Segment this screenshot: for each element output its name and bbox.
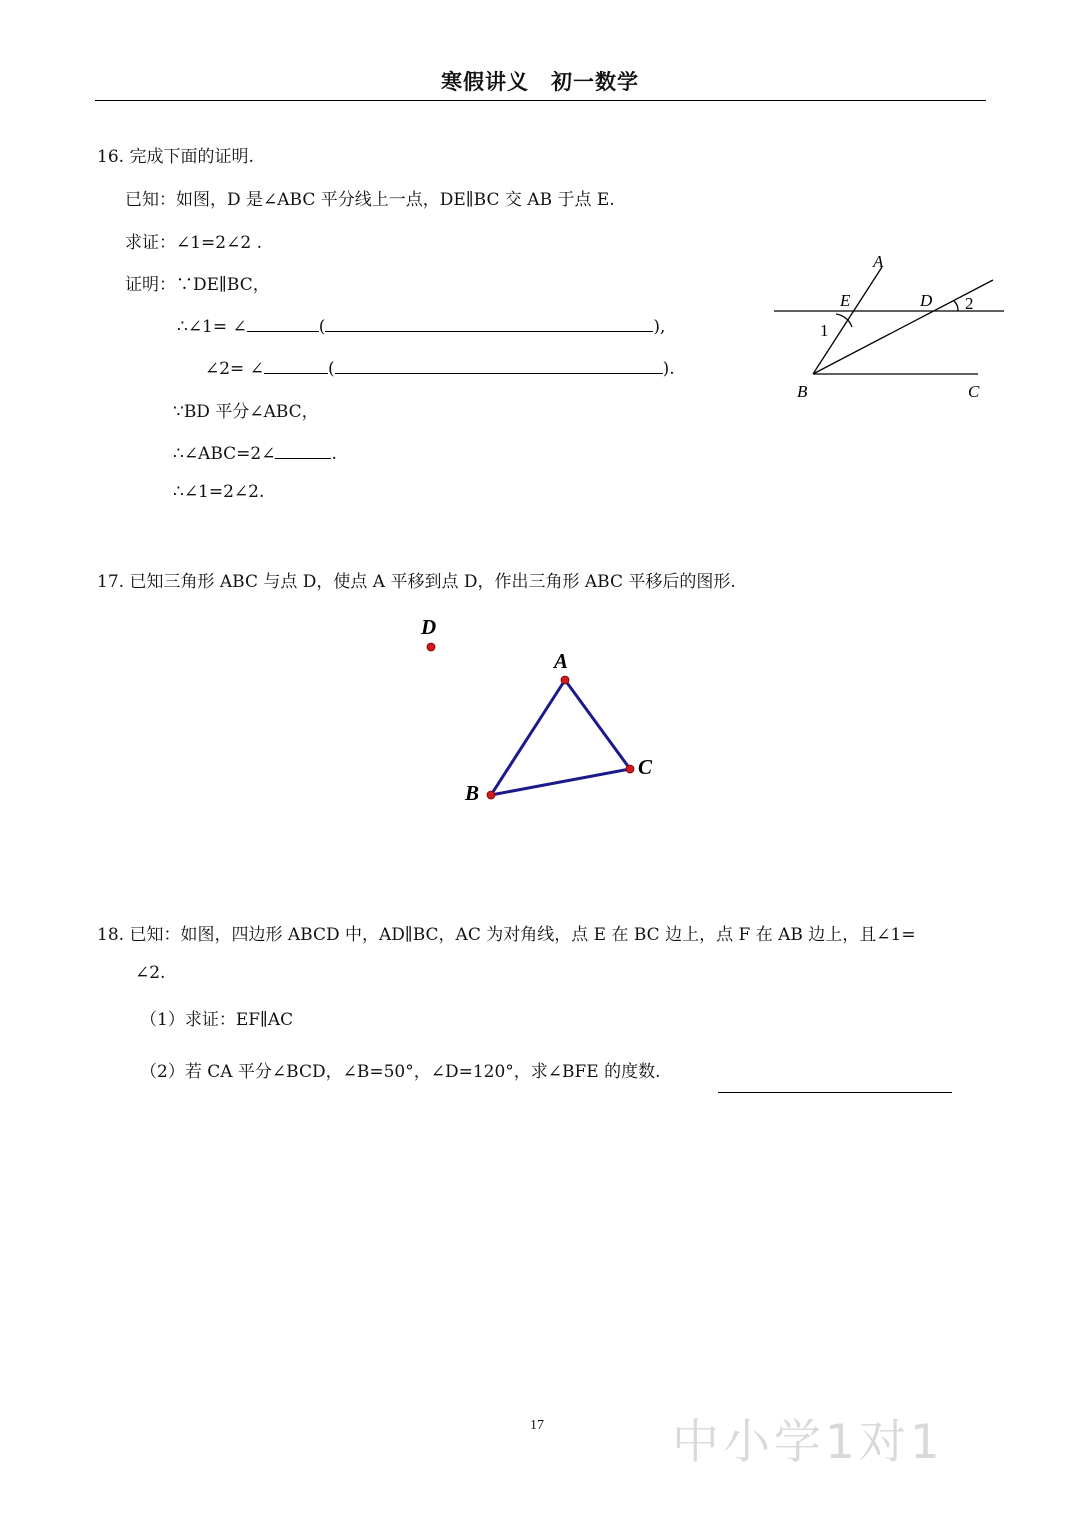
- q17-triangle-figure: [440, 610, 680, 820]
- q16-label-a: A: [873, 252, 884, 271]
- q16-step3: ∵BD 平分∠ABC，: [173, 402, 319, 422]
- header-divider: [95, 100, 986, 101]
- q18-answer-line: [718, 1092, 952, 1093]
- q18-heading: [97, 920, 916, 945]
- q16-step2-reason-blank[interactable]: [335, 355, 663, 374]
- q17-prompt: 已知三角形 ABC 与点 D，使点 A 平移到点 D，作出三角形 ABC 平移后的图形.: [129, 572, 736, 592]
- q18-prompt-line2: ∠2.: [135, 963, 166, 983]
- q16-number: 16.: [97, 147, 125, 167]
- q17-label-b: B: [465, 781, 480, 805]
- q16-heading: [97, 142, 254, 167]
- q18-number: 18.: [97, 925, 125, 945]
- q17-label-d: D: [421, 615, 437, 639]
- q16-to-prove: 求证：∠1=2∠2 .: [125, 233, 262, 253]
- q16-step4: [173, 440, 337, 464]
- q16-step1-paren-open: (: [318, 317, 326, 337]
- q16-angle2-arc: [954, 301, 958, 311]
- q16-label-b: B: [797, 382, 808, 401]
- q16-step4-prefix: ∴∠ABC=2∠: [173, 444, 276, 464]
- q16-geometry-figure: [760, 245, 1020, 415]
- q18-part1: （1）求证：EF∥AC: [140, 1010, 294, 1030]
- q16-step2-prefix: ∠2= ∠: [205, 359, 264, 379]
- q16-step5: ∴∠1=2∠2.: [173, 482, 265, 502]
- watermark-text: 中小学1对1: [672, 1415, 944, 1470]
- q17-label-a: A: [554, 649, 569, 673]
- q17-triangle-abc: [491, 680, 630, 795]
- q17-point-c: [626, 765, 634, 773]
- q16-step1-prefix: ∴∠1= ∠: [177, 317, 247, 337]
- q16-step2-suffix: ).: [662, 359, 675, 379]
- q18-part2: （2）若 CA 平分∠BCD，∠B=50°，∠D=120°，求∠BFE 的度数.: [140, 1062, 661, 1082]
- page-number: 17: [530, 1418, 544, 1433]
- q16-label-angle2: 2: [965, 294, 974, 313]
- q16-step2-angle-blank[interactable]: [264, 355, 328, 374]
- q17-point-a: [561, 676, 569, 684]
- q16-proof-intro: 证明：∵DE∥BC，: [125, 275, 270, 295]
- q17-point-d-dot: [427, 643, 435, 651]
- q16-step2-paren-open: (: [327, 359, 335, 379]
- q17-label-c: C: [638, 755, 653, 779]
- q16-label-d: D: [920, 291, 933, 310]
- q17-point-d-figure: [415, 612, 455, 658]
- q17-number: 17.: [97, 572, 125, 592]
- q17-point-b: [487, 791, 495, 799]
- q16-step2: [205, 355, 675, 379]
- q16-step1-suffix: ),: [653, 317, 666, 337]
- page-header-title: 寒假讲义 初一数学: [441, 70, 639, 94]
- q16-step4-suffix: .: [331, 444, 337, 464]
- q16-prompt: 完成下面的证明.: [129, 147, 254, 167]
- q16-step1-angle-blank[interactable]: [247, 313, 319, 332]
- q16-given: 已知：如图，D 是∠ABC 平分线上一点，DE∥BC 交 AB 于点 E.: [125, 190, 615, 210]
- q16-step4-blank[interactable]: [275, 440, 331, 459]
- q16-label-c: C: [968, 382, 980, 401]
- q16-step1: [177, 313, 665, 337]
- q16-label-e: E: [840, 291, 851, 310]
- q17-heading: [97, 567, 736, 592]
- q18-prompt-line1: 已知：如图，四边形 ABCD 中，AD∥BC，AC 为对角线，点 E 在 BC 边上，点 F 在 AB 边上，且∠1=: [129, 925, 916, 945]
- q16-label-angle1: 1: [820, 321, 829, 340]
- q16-step1-reason-blank[interactable]: [325, 313, 653, 332]
